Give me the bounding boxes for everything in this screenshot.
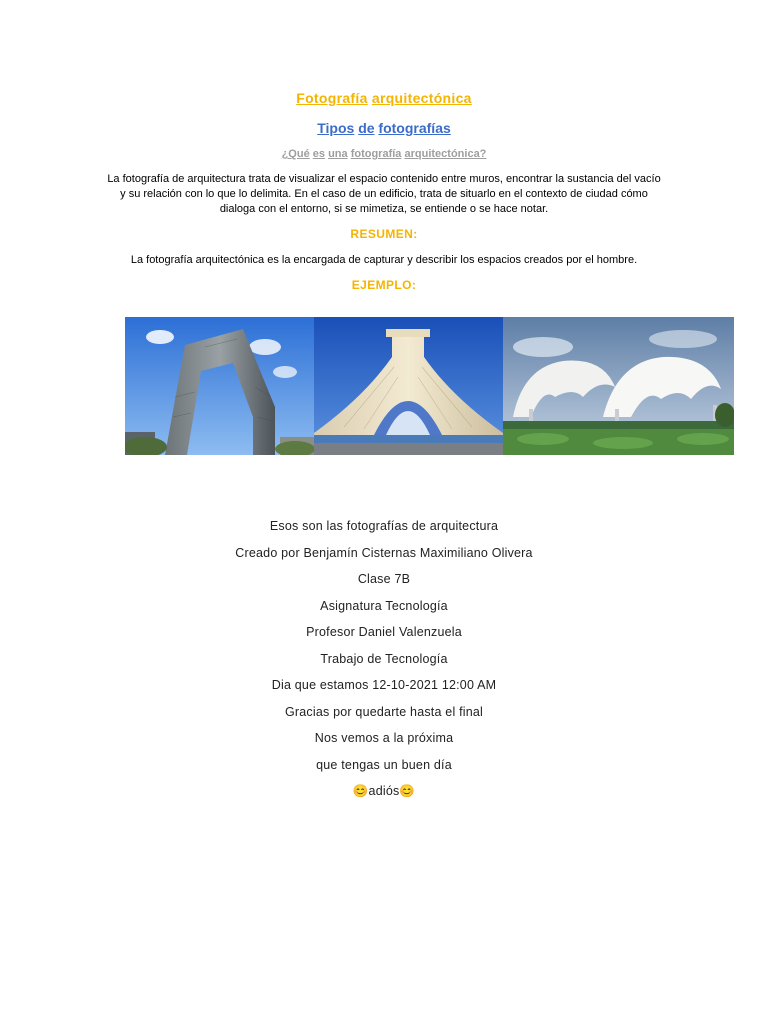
azadi-tower-photo — [314, 317, 503, 455]
example-photo-strip — [125, 317, 734, 455]
doc-title — [0, 90, 768, 106]
credit-line: que tengas un buen día — [316, 757, 452, 772]
subtitle-word: de — [358, 120, 375, 136]
credit-line: Nos vemos a la próxima — [314, 731, 454, 745]
resumen-heading: RESUMEN: — [350, 227, 418, 241]
shell-canopy-photo — [503, 317, 734, 455]
subtitle-word: fotografías — [378, 120, 451, 136]
doc-subtitle — [0, 120, 768, 136]
intro-paragraph: La fotografía de arquitectura trata de visualizar el espacio contenido entre muros, encontrar la sustancia del vacío y su relación con lo que lo delimita. En el caso de un edificio, trata de situarlo en el contexto de ciudad cómo dialoga con el entorno, si se mimetiza, se entiende o se hace notar. — [107, 173, 661, 215]
ejemplo-heading: EJEMPLO: — [351, 278, 417, 292]
credit-line: Clase 7B — [357, 572, 411, 586]
question-word: arquitectónica? — [404, 148, 487, 160]
question-word: es — [312, 148, 326, 160]
credit-line: Asignatura Tecnología — [320, 598, 448, 613]
credit-line: Dia que estamos 12-10-2021 12:00 AM — [271, 678, 497, 692]
question-word: fotografía — [350, 148, 402, 160]
credit-line: Profesor Daniel Valenzuela — [306, 625, 462, 639]
question-word: ¿Qué — [281, 148, 310, 160]
credit-line: Gracias por quedarte hasta el final — [284, 704, 484, 719]
cctv-tower-photo — [125, 317, 314, 455]
question-word: una — [328, 148, 348, 160]
credit-line: Creado por Benjamín Cisternas Maximiliano Olivera — [235, 545, 533, 560]
doc-question — [0, 148, 768, 160]
credit-line: Esos son las fotografías de arquitectura — [269, 519, 499, 533]
resumen-text: La fotografía arquitectónica es la encargada de capturar y describir los espacios creados por el hombre. — [130, 254, 638, 266]
title-word: arquitectónica — [371, 90, 472, 106]
subtitle-word: Tipos — [317, 120, 355, 136]
credit-line: Trabajo de Tecnología — [320, 651, 448, 666]
credits-block — [0, 516, 768, 808]
title-word: Fotografía — [296, 90, 368, 106]
credit-line: 😊adiós😊 — [352, 784, 416, 798]
